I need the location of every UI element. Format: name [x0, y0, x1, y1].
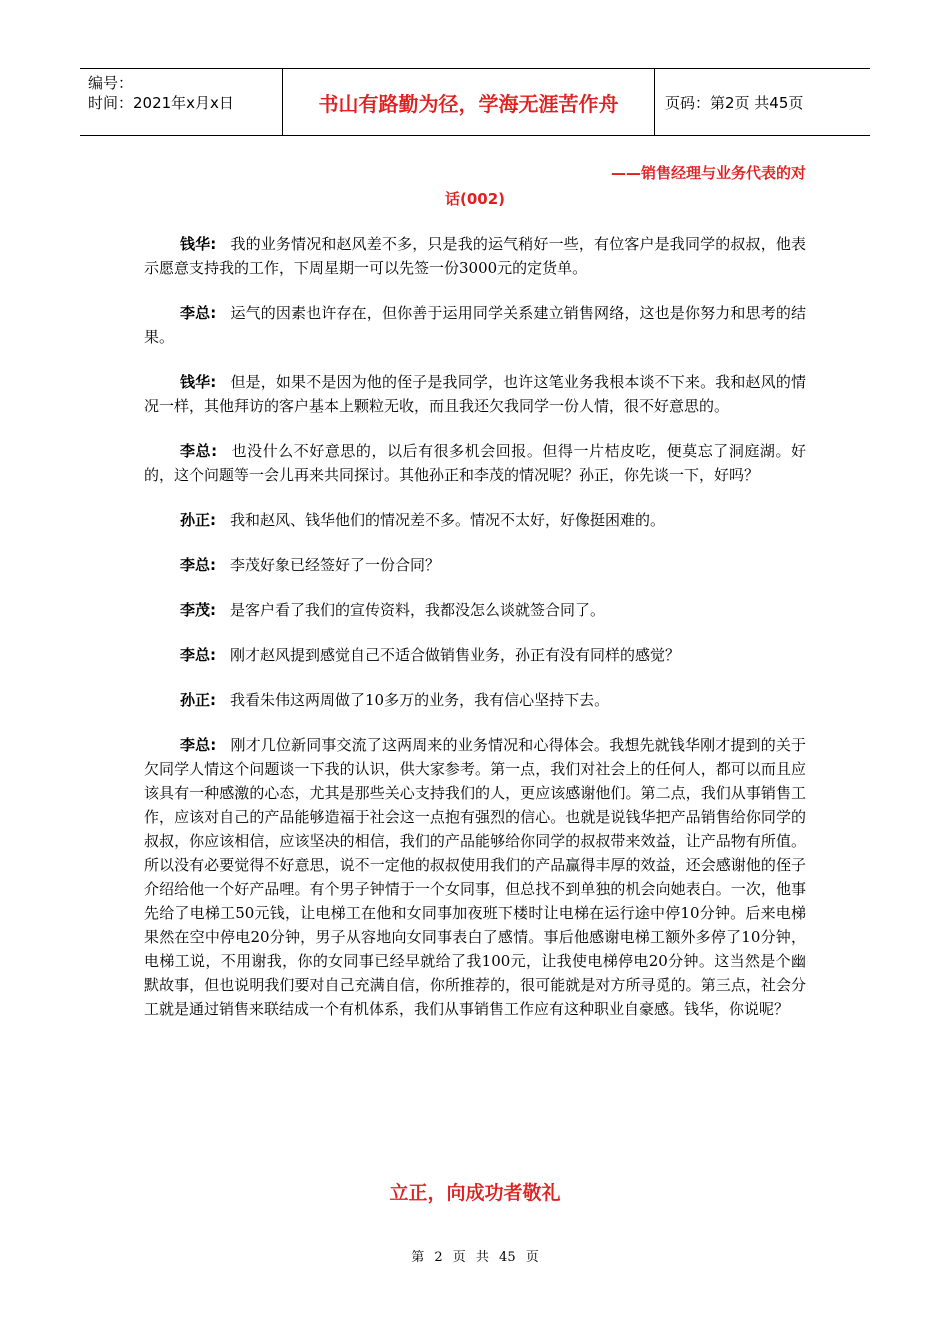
document-subtitle — [144, 160, 806, 212]
header-table — [80, 68, 870, 136]
dialogue-text: 运气的因素也许存在，但你善于运用同学关系建立销售网络，这也是你努力和思考的结果。 — [144, 304, 807, 346]
dialogue-text: 我看朱伟这两周做了10多万的业务，我有信心坚持下去。 — [230, 691, 610, 709]
speaker-name: 孙正: — [180, 691, 216, 709]
time-label: 时间：2021年x月x日 — [88, 94, 234, 112]
page-footer: 第 2 页 共 45 页 — [411, 1250, 539, 1265]
dialogue-text: 刚才几位新同事交流了这两周来的业务情况和心得体会。我想先就钱华刚才提到的关于欠同学人情这个问题谈一下我的认识，供大家参考。第一点，我们对社会上的任何人，都可以而且应该具有一种感激的心态，尤其是那些关心支持我们的人，更应该感谢他们。第二点，我们从事销售工作，应该对自己的产品能够造福于社会这一点抱有强烈的信心。也就是说钱华把产品销售给你同学的叔叔，你应该相信，应该坚决的相信，我们的产品能够给你同学的叔叔带来效益，让产品物有所值。所以没有必要觉得不好意思，说不一定他的叔叔使用我们的产品赢得丰厚的效益，还会感谢他的侄子介绍给他一个好产品哩。有个男子钟情于一个女同事，但总找不到单独的机会向她表白。一次，他事先给了电梯工50元钱，让电梯工在他和女同事加夜班下楼时让电梯在运行途中停10分钟。后来电梯果然在空中停电20分钟，男子从容地向女同事表白了感情。事后他感谢电梯工额外多停了10分钟，电梯工说，不用谢我，你的女同事已经早就给了我100元，让我使电梯停电20分钟。这当然是个幽默故事，但也说明我们要对自己充满自信，你所推荐的，很可能就是对方所寻觅的。第三点，社会分工就是通过销售来联结成一个有机体系，我们从事销售工作应有这种职业自豪感。钱华，你说呢？ — [144, 736, 807, 1018]
header-slogan: 书山有路勤为径，学海无涯苦作舟 — [282, 69, 655, 135]
dialogue-paragraph — [144, 370, 806, 418]
speaker-name: 钱华: — [180, 235, 217, 253]
number-label: 编号： — [88, 74, 134, 92]
dialogue-text: 我的业务情况和赵风差不多，只是我的运气稍好一些，有位客户是我同学的叔叔，他表示愿意支持我的工作，下周星期一可以先签一份3000元的定货单。 — [144, 235, 807, 277]
dialogue-paragraph — [144, 643, 806, 667]
speaker-name: 李总: — [180, 736, 217, 754]
speaker-name: 李总: — [180, 442, 218, 460]
motto: 立正，向成功者敬礼 — [389, 1182, 561, 1204]
dialogue-paragraph — [144, 598, 806, 622]
dialogue-paragraph — [144, 508, 806, 532]
subtitle-line-1: ——销售经理与业务代表的对 — [610, 164, 806, 182]
dialogue-text: 但是，如果不是因为他的侄子是我同学，也许这笔业务我根本谈不下来。我和赵风的情况一样，其他拜访的客户基本上颗粒无收，而且我还欠我同学一份人情，很不好意思的。 — [144, 373, 807, 415]
header-page-info: 页码：第2页 共45页 — [665, 93, 804, 112]
subtitle-line-2: 话(002) — [444, 190, 506, 208]
speaker-name: 李总: — [180, 304, 217, 322]
speaker-name: 钱华: — [180, 373, 217, 391]
dialogue-text: 也没什么不好意思的，以后有很多机会回报。但得一片桔皮吃，便莫忘了洞庭湖。好的，这个问题等一会儿再来共同探讨。其他孙正和李茂的情况呢？孙正，你先谈一下，好吗？ — [144, 442, 806, 484]
dialogue-paragraph — [144, 553, 806, 577]
dialogue-paragraph — [144, 232, 806, 280]
speaker-name: 孙正: — [180, 511, 216, 529]
dialogue-text: 李茂好象已经签好了一份合同？ — [230, 556, 441, 574]
dialogue-paragraph — [144, 688, 806, 712]
speaker-name: 李总: — [180, 556, 216, 574]
dialogue-text: 我和赵风、钱华他们的情况差不多。情况不太好，好像挺困难的。 — [230, 511, 666, 529]
header-meta — [80, 69, 282, 135]
dialogue-body — [144, 232, 806, 1042]
speaker-name: 李茂: — [180, 601, 216, 619]
dialogue-text: 刚才赵风提到感觉自己不适合做销售业务，孙正有没有同样的感觉？ — [230, 646, 681, 664]
dialogue-text: 是客户看了我们的宣传资料，我都没怎么谈就签合同了。 — [230, 601, 606, 619]
speaker-name: 李总: — [180, 646, 216, 664]
dialogue-paragraph — [144, 439, 806, 487]
dialogue-paragraph — [144, 301, 806, 349]
dialogue-paragraph — [144, 733, 806, 1021]
